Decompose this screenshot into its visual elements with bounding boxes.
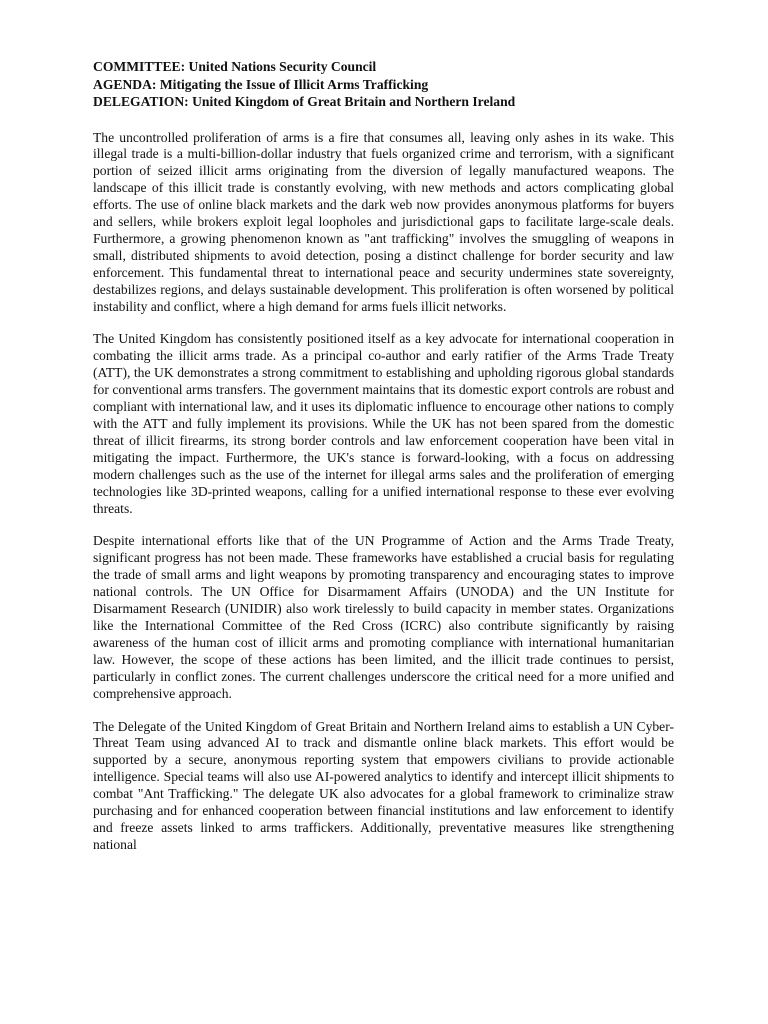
document-header [93,58,674,111]
delegation-line: DELEGATION: United Kingdom of Great Britain and Northern Ireland [93,94,516,109]
paragraph-proposed-solutions: The Delegate of the United Kingdom of Great Britain and Northern Ireland aims to establish a UN Cyber-Threat Team using advanced AI to track and dismantle online black markets. This effort would be supported by a secure, anonymous reporting system that empowers civilians to provide actionable intelligence. Special teams will also use AI-powered analytics to identify and intercept illicit shipments to combat "Ant Trafficking." The delegate UK also advocates for a global framework to criminalize straw purchasing and for enhanced cooperation between financial institutions and law enforcement to identify and freeze assets linked to arms traffickers. Additionally, preventative measures like strengthening national [93,718,674,852]
paragraph-uk-position: The United Kingdom has consistently positioned itself as a key advocate for international cooperation in combating the illicit arms trade. As a principal co-author and early ratifier of the Arms Trade Treaty (ATT), the UK demonstrates a strong commitment to establishing and upholding rigorous global standards for conventional arms transfers. The government maintains that its domestic export controls are robust and compliant with international law, and it uses its diplomatic influence to encourage other nations to comply with the ATT and fully implement its provisions. While the UK has not been spared from the domestic threat of illicit firearms, its strong border controls and law enforcement cooperation have been vital in mitigating the impact. Furthermore, the UK's stance is forward-looking, with a focus on addressing modern challenges such as the use of the internet for illegal arms sales and the proliferation of emerging technologies like 3D-printed weapons, calling for a unified international response to these ever evolving threats. [93,331,674,516]
paragraph-problem-overview: The uncontrolled proliferation of arms is a fire that consumes all, leaving only ashes in its wake. This illegal trade is a multi-billion-dollar industry that fuels organized crime and terrorism, with a significant portion of seized illicit arms originating from the diversion of legally manufactured weapons. The landscape of this illicit trade is constantly evolving, with new methods and actors complicating global efforts. The use of online black markets and the dark web now provides anonymous platforms for buyers and sellers, while brokers exploit legal loopholes and jurisdictional gaps to facilitate large-scale deals. Furthermore, a growing phenomenon known as "ant trafficking" involves the smuggling of weapons in small, distributed shipments to avoid detection, posing a distinct challenge for border security and law enforcement. This fundamental threat to international peace and security undermines state sovereignty, destabilizes regions, and delays sustainable development. This proliferation is often worsened by political instability and conflict, where a high demand for arms fuels illicit networks. [93,129,674,314]
agenda-line: AGENDA: Mitigating the Issue of Illicit Arms Trafficking [93,76,429,92]
committee-line: COMMITTEE: United Nations Security Council [93,59,377,74]
paragraph-past-actions: Despite international efforts like that of the UN Programme of Action and the Arms Trade Treaty, significant progress has not been made. These frameworks have established a crucial basis for regulating the trade of small arms and light weapons by promoting transparency and encouraging states to improve national controls. The UN Office for Disarmament Affairs (UNODA) and the UN Institute for Disarmament Research (UNIDIR) also work tirelessly to build capacity in member states. Organizations like the International Committee of the Red Cross (ICRC) also contribute significantly by raising awareness of the human cost of illicit arms and promoting compliance with international humanitarian law. However, the scope of these actions has been limited, and the illicit trade continues to persist, particularly in conflict zones. The current challenges underscore the critical need for a more unified and comprehensive approach. [93,533,674,701]
document-content [93,58,674,870]
